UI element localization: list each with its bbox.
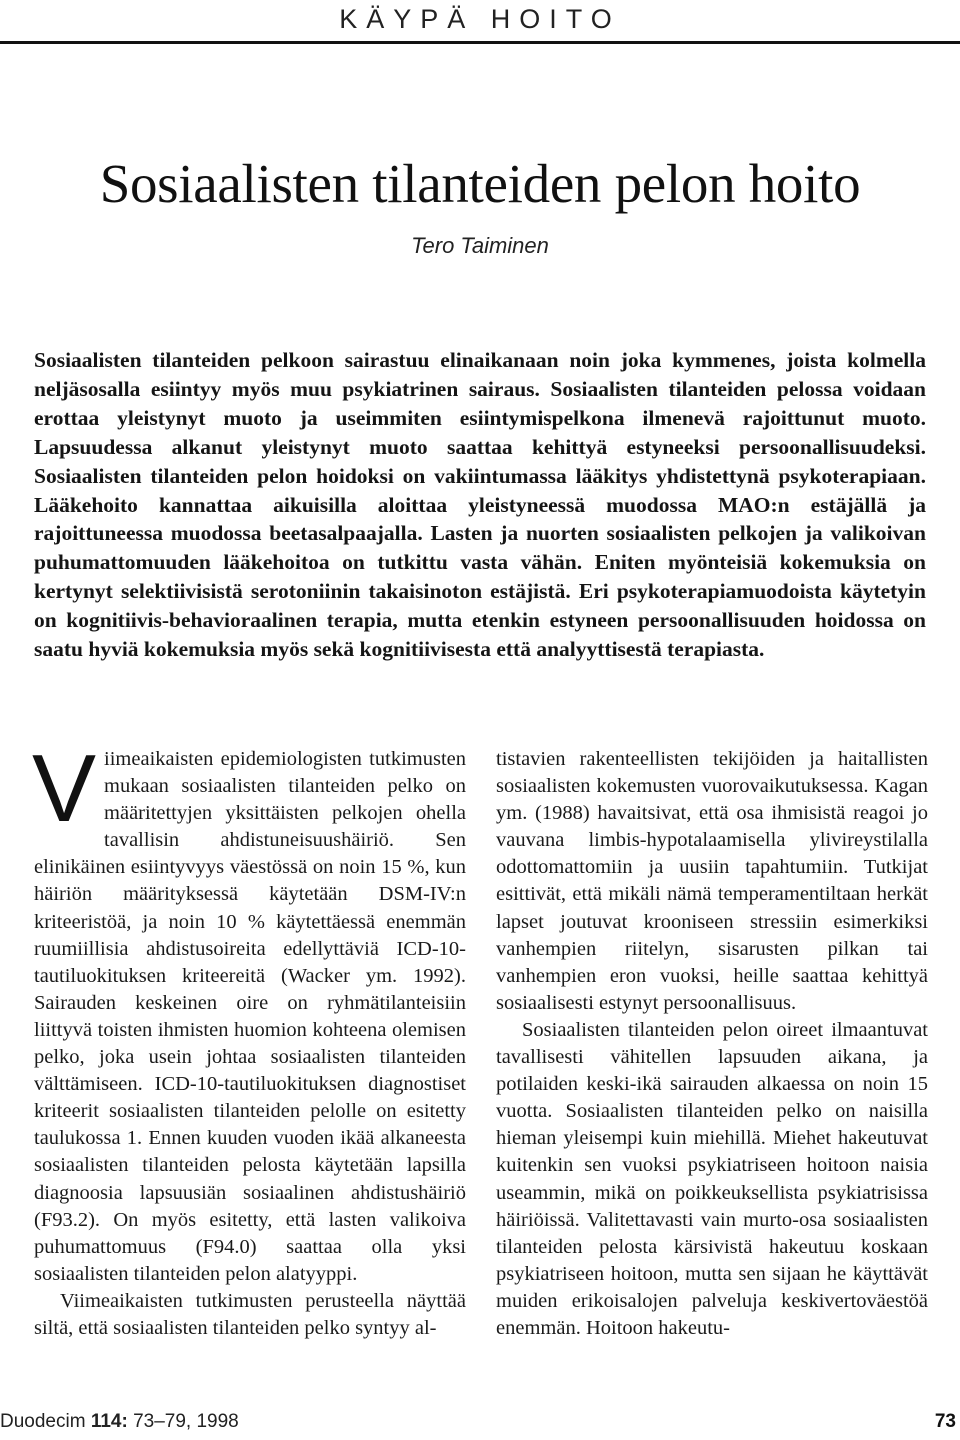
header-rule <box>0 41 960 44</box>
body-paragraph <box>32 735 466 1288</box>
body-column-left <box>32 735 466 1342</box>
body-paragraph: Sosiaalisten tilanteiden pelon oireet ilmaantuvat tavallisesti vähitellen lapsuuden aikana, ja potilaiden keski-ikä sairauden alkaessa on noin 15 vuotta. Sosiaalisten tilanteiden pelko on naisilla hieman yleisempi kuin miehillä. Miehet hakeutuvat kuitenkin sen vuoksi psykiatriseen hoitoon naisia useammin, mikä on poikkeuksellista psykiatrisissa häiriöissä. Valitettavasti vain murto-osa sosiaalisten tilanteiden pelosta kärsivistä hakeutuu koskaan psykiatriseen hoitoon, mutta sen sijaan he käyttävät muiden erikoisalojen palveluja keskivertoväestöä enemmän. Hoitoon hakeutu- <box>496 1018 928 1339</box>
body-paragraph: Viimeaikaisten tutkimusten perusteella näyttää siltä, että sosiaalisten tilanteiden pelko syntyy al- <box>34 1289 466 1339</box>
body-column-right <box>496 746 928 1342</box>
journal-pages: 73–79, 1998 <box>133 1411 239 1432</box>
article-title: Sosiaalisten tilanteiden pelon hoito <box>99 153 861 214</box>
body-paragraph-text: iimeaikaisten epidemiologisten tutkimusten mukaan sosiaalisten tilanteiden pelko on määritettyjen yksittäisten pelkojen ohella tavallisin ahdistuneisuushäiriö. Sen elinikäinen esiintyvyys väestössä on noin 15 %, kun häiriön määrityksessä käytetään DSM-IV:n kriteeristöä, ja noin 10 % käytettäessä enemmän ruumiillisia ahdistusoireita edellyttäviä ICD-10-tautiluokituksen kriteereitä (Wacker ym. 1992). Sairauden keskeinen oire on ryhmätilanteisiin liittyvä toisten ihmisten huomion kohteena olemisen pelko, joka usein johtaa sosiaalisten tilanteiden välttämiseen. ICD-10-tautiluokituksen diagnostiset kriteerit sosiaalisten tilanteiden pelolle on esitetty taulukossa 1. Ennen kuuden vuoden ikää alkaneesta sosiaalisten tilanteiden pelosta käytetään lapsilla diagnoosia lapsuusiän sosiaalinen ahdistushäiriö (F93.2). On myös esitetty, että lasten valikoiva puhumattomuus (F94.0) saattaa olla yksi sosiaalisten tilanteiden pelon alatyyppi. <box>34 748 466 1285</box>
journal-citation <box>0 1410 239 1434</box>
article-author: Tero Taiminen <box>411 233 549 258</box>
journal-name: Duodecim <box>0 1411 86 1432</box>
abstract: Sosiaalisten tilanteiden pelkoon sairastuu elinaikanaan noin joka kymmenes, joista kolmella neljäsosalla esiintyy myös muu psykiatrinen sairaus. Sosiaalisten tilanteiden pelossa voidaan erottaa yleistynyt muoto ja useimmiten esiintymispelkona ilmenevä rajoittunut muoto. Lapsuudessa alkanut yleistynyt muoto saattaa kehittyä estyneeksi persoonallisuudeksi. Sosiaalisten tilanteiden pelon hoidoksi on vakiintumassa lääkitys yhdistettynä psykoterapiaan. Lääkehoito kannattaa aikuisilla aloittaa yleistyneessä muodossa MAO:n estäjällä ja rajoittuneessa muodossa beetasalpaajalla. Lasten ja nuorten sosiaalisten pelkojen ja valikoivan puhumattomuuden lääkehoitoa on tutkittu vasta vähän. Eniten myönteisiä kokemuksia on kertynyt selektiivisistä serotoniinin takaisinoton estäjistä. Eri psykoterapiamuodoista käytetyin on kognitiivis-behavioraalinen terapia, mutta etenkin estyneen persoonallisuuden hoidossa on saatu hyviä kokemuksia myös sekä kognitiivisesta että analyyttisestä terapiasta. <box>34 348 926 662</box>
page-number: 73 <box>934 1411 956 1432</box>
journal-volume: 114: <box>90 1411 128 1432</box>
running-head: KÄYPÄ HOITO <box>339 4 621 34</box>
body-paragraph: tistavien rakenteellisten tekijöiden ja haitallisten sosiaalisten kokemusten vuorovaikutuksessa. Kagan ym. (1988) havaitsivat, että osa ihmisistä reagoi jo vauvana limbis-hypotalaamisella ylivireystilalla odottomattomiin ja uusiin tapahtumiin. Tutkijat esittivät, että mikäli nämä temperamentiltaan herkät lapset joutuvat krooniseen stressiin esimerkiksi vanhempien riitelyn, sisarusten pilkan tai vanhempien eron vuoksi, heille saattaa kehittyä sosiaalisesti estynyt persoonallisuus. <box>496 748 928 1014</box>
drop-cap: V <box>32 735 97 842</box>
